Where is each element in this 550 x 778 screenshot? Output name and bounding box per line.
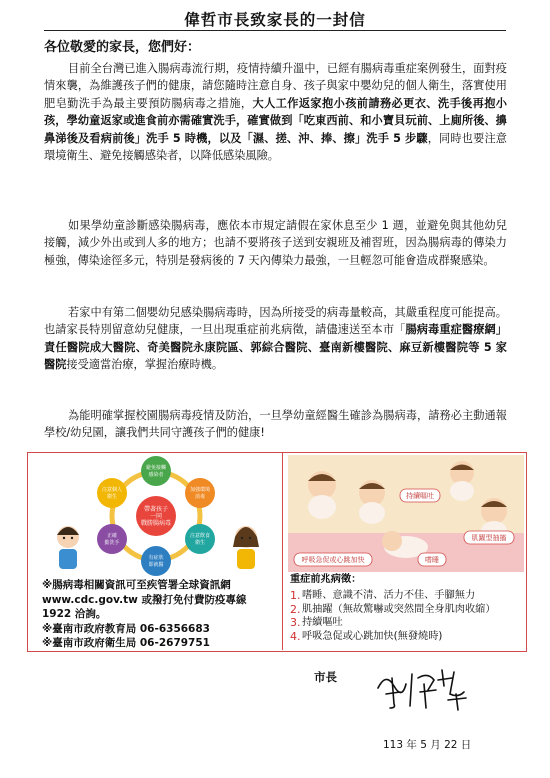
label-myoclonus	[464, 531, 514, 544]
bubble-2-line-2: 消毒	[194, 494, 206, 500]
bubble-avoid-contact	[141, 456, 171, 486]
paragraph-4: 為能明確掌握校園腸病毒疫情及防治，一旦學幼童經醫生確診為腸病毒，請務必主動通報學校/幼兒園，讓我們共同守護孩子們的健康!	[44, 409, 507, 440]
bubble-4-line-2: 即就醫	[148, 562, 164, 568]
label-drowsy-text: 嗜睡	[425, 556, 439, 564]
mayor-signature	[372, 664, 472, 712]
mayor-label: 市長	[314, 670, 337, 684]
bubble-5-line-1: 正確	[106, 533, 118, 539]
warning-sign-text: 持續嘔吐	[302, 617, 343, 629]
paragraph-1-bold: 大人工作返家抱小孩前請務必更衣、洗手後再抱小孩，學幼童返家或進食前亦需確實洗手，確實做到「吃東西前、和小寶貝玩前、上廁所後、擤鼻涕後及看病前後」洗手 5 時機，以及「濕、搓、沖、捧、擦」洗手 5 步驟	[44, 96, 507, 145]
bubble-personal-hygiene	[97, 478, 127, 508]
label-vomiting-text: 持續嘔吐	[406, 492, 434, 500]
info-box-divider	[282, 453, 283, 650]
info-box	[27, 452, 527, 652]
cartoon-boy-icon	[57, 526, 79, 569]
paragraph-3-part-c: 接受適當治療，掌握治療時機。	[66, 358, 224, 372]
bubble-5-line-2: 勤洗手	[104, 540, 120, 546]
warning-signs	[290, 573, 522, 644]
label-vomiting	[400, 489, 440, 502]
warning-sign-item	[290, 630, 522, 644]
warning-sign-text: 肌抽躍（無故驚嚇或突然間全身肌肉收縮）	[302, 603, 496, 615]
infographic-center-line-3: 戰勝腸病毒	[140, 520, 172, 527]
contact-info	[42, 578, 278, 651]
warning-sign-text: 呼吸急促或心跳加快(無發燒時)	[302, 631, 443, 643]
contact-health-bureau: ※臺南市政府衛生局 06-2679751	[42, 637, 210, 649]
contact-education-bureau: ※臺南市政府教育局 06-6356683	[42, 622, 210, 635]
letter-date: 113 年 5 月 22 日	[383, 739, 472, 751]
symptoms-illustration	[288, 455, 524, 572]
infographic-center-line-2: 一同	[149, 513, 163, 520]
label-breathing-text: 呼吸急促或心跳加快	[301, 556, 365, 564]
bubble-1-line-2: 感染者	[148, 472, 164, 478]
bubble-disinfect	[185, 478, 215, 508]
warning-sign-number: 4.	[290, 630, 301, 644]
cartoon-girl-icon	[233, 526, 259, 569]
label-drowsy	[418, 553, 446, 566]
bubble-3-line-1: 注意飲食	[189, 533, 211, 539]
paragraph-3	[44, 304, 507, 374]
warning-sign-number: 3.	[290, 616, 301, 630]
warning-signs-title: 重症前兆病徵：	[290, 574, 362, 585]
bubble-1-line-1: 避免接觸	[145, 465, 167, 471]
infographic-center-line-1: 帶著孩子	[143, 506, 169, 513]
paragraph-1-part-c: ，同時也要注意環境衛生、避免接觸感染者，以降低感染風險。	[44, 131, 507, 163]
paragraph-2: 如果學幼童診斷感染腸病毒，應依本市規定請假在家休息至少 1 週，並避免與其他幼兒接觸，減少外出或到人多的地方；也請不要將孩子送到安親班及補習班，因為腸病毒的傳染力極強，傳染途徑多元，特別是發病後的 7 天內傳染力最強，一旦輕忽可能會造成群聚感染。	[44, 219, 507, 267]
bubble-see-doctor	[141, 546, 171, 576]
letter-title: 偉哲市長致家長的一封信	[184, 11, 366, 29]
bubble-6-line-2: 衛生	[106, 494, 118, 500]
sick-baby-3-icon	[450, 461, 474, 501]
warning-sign-item	[290, 603, 522, 617]
paragraph-1	[44, 60, 507, 164]
label-myoclonus-text: 肌躍型抽搐	[471, 534, 507, 542]
greeting: 各位敬愛的家長，您們好：	[44, 40, 201, 55]
bubble-2-line-1: 加強環境	[189, 487, 211, 493]
bubble-3-line-2: 衛生	[194, 540, 206, 546]
sick-baby-2-icon	[359, 480, 385, 524]
paragraph-3-bold: 腸病毒重症醫療網」責任醫院成大醫院、奇美醫院永康院區、郭綜合醫院、臺南新樓醫院、麻豆新樓醫院等 5 家醫院	[44, 323, 507, 372]
warning-sign-item	[290, 589, 522, 603]
label-breathing	[294, 553, 372, 566]
prevention-infographic	[40, 455, 272, 577]
warning-sign-number: 2.	[290, 602, 301, 616]
title-divider	[44, 30, 506, 31]
contact-cdc: ※腸病毒相關資訊可至疾管署全球資訊網 www.cdc.gov.tw 或撥打免付費防疫專線 1922 洽詢。	[42, 579, 247, 620]
bubble-6-line-1: 注意個人	[101, 487, 123, 493]
paragraph-1-part-a: 目前全台灣已進入腸病毒流行期，疫情持續升溫中，已經有腸病毒重症案例發生，面對疫情來襲，為維護孩子們的健康，請您隨時注意自身、孩子與家中嬰幼兒的個人衛生，落實使用肥皂勤洗手為最主要預防腸病毒之措施，	[44, 62, 507, 110]
warning-sign-item	[290, 616, 522, 630]
paragraph-3-part-a: 若家中有第二個嬰幼兒感染腸病毒時，因為所接受的病毒量較高，其嚴重程度可能提高。也請家長特別留意幼兒健康，一旦出現重症前兆病徵，請儘速送至本市「	[44, 306, 507, 337]
bubble-wash-hands	[97, 524, 127, 554]
bubble-4-line-1: 有症狀	[148, 555, 164, 561]
warning-sign-number: 1.	[290, 588, 301, 602]
bubble-food-hygiene	[185, 524, 215, 554]
warning-sign-text: 嗜睡、意識不清、活力不佳、手腳無力	[302, 589, 476, 601]
